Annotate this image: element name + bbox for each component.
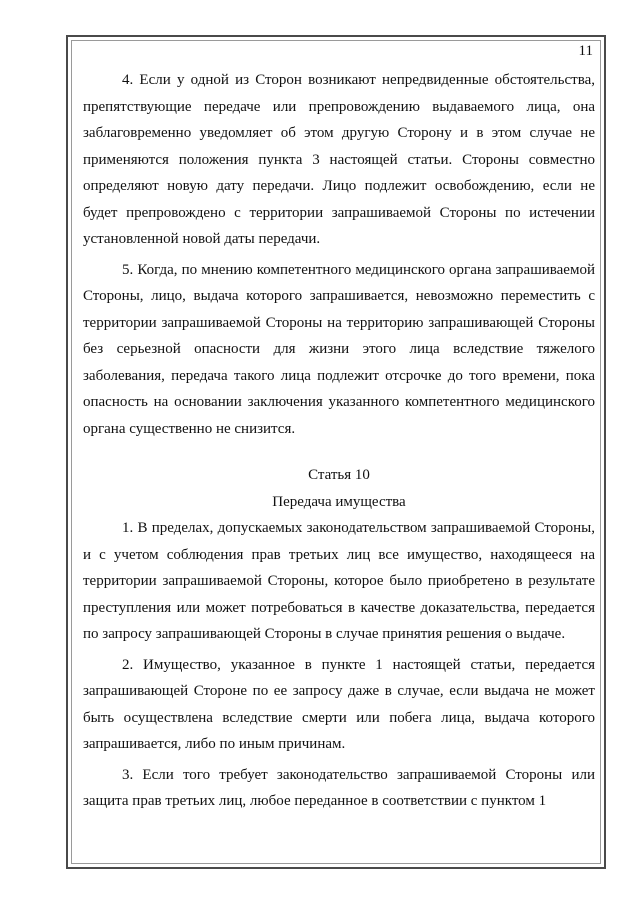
article-title: Передача имущества (272, 493, 406, 510)
article-paragraph-1: 1. В пределах, допускаемых законодательством запрашиваемой Стороны, и с учетом соблюдения прав третьих лиц все имущество, находящееся на территории запрашиваемой Стороны, которое было приобретено в результате преступления или может потребоваться в качестве доказательства, передается по запросу запрашивающей Стороны в случае принятия решения о выдаче. (83, 520, 595, 642)
paragraph-4: 4. Если у одной из Сторон возникают непредвиденные обстоятельства, препятствующие передаче или препровождению выдаваемого лица, она заблаговременно уведомляет об этом другую Сторону и в этом случае не применяются положения пункта 3 настоящей статьи. Стороны совместно определяют новую дату передачи. Лицо подлежит освобождению, если не будет препровождено с территории запрашиваемой Стороны по истечении установленной новой даты передачи. (83, 72, 595, 247)
article-paragraph-3: 3. Если того требует законодательство запрашиваемой Стороны или защита прав третьих лиц, любое переданное в соответствии с пунктом 1 (83, 766, 595, 809)
article-paragraph-2: 2. Имущество, указанное в пункте 1 настоящей статьи, передается запрашивающей Стороне по ее запросу даже в случае, если выдача не может быть осуществлена вследствие смерти или побега лица, выдача которого запрашивается, либо по иным причинам. (83, 656, 595, 752)
section-gap (83, 446, 595, 462)
document-body (83, 67, 595, 819)
paragraph-5: 5. Когда, по мнению компетентного медицинского органа запрашиваемой Стороны, лицо, выдача которого запрашивается, невозможно переместить с территории запрашиваемой Стороны на территорию запрашивающей Стороны без серьезной опасности для жизни этого лица вследствие тяжелого заболевания, передача такого лица подлежит отсрочке до того времени, пока опасность на основании заключения указанного компетентного медицинского органа существенно не снизится. (83, 261, 595, 437)
article-number: Статья 10 (308, 467, 370, 483)
page-number: 11 (578, 43, 593, 59)
